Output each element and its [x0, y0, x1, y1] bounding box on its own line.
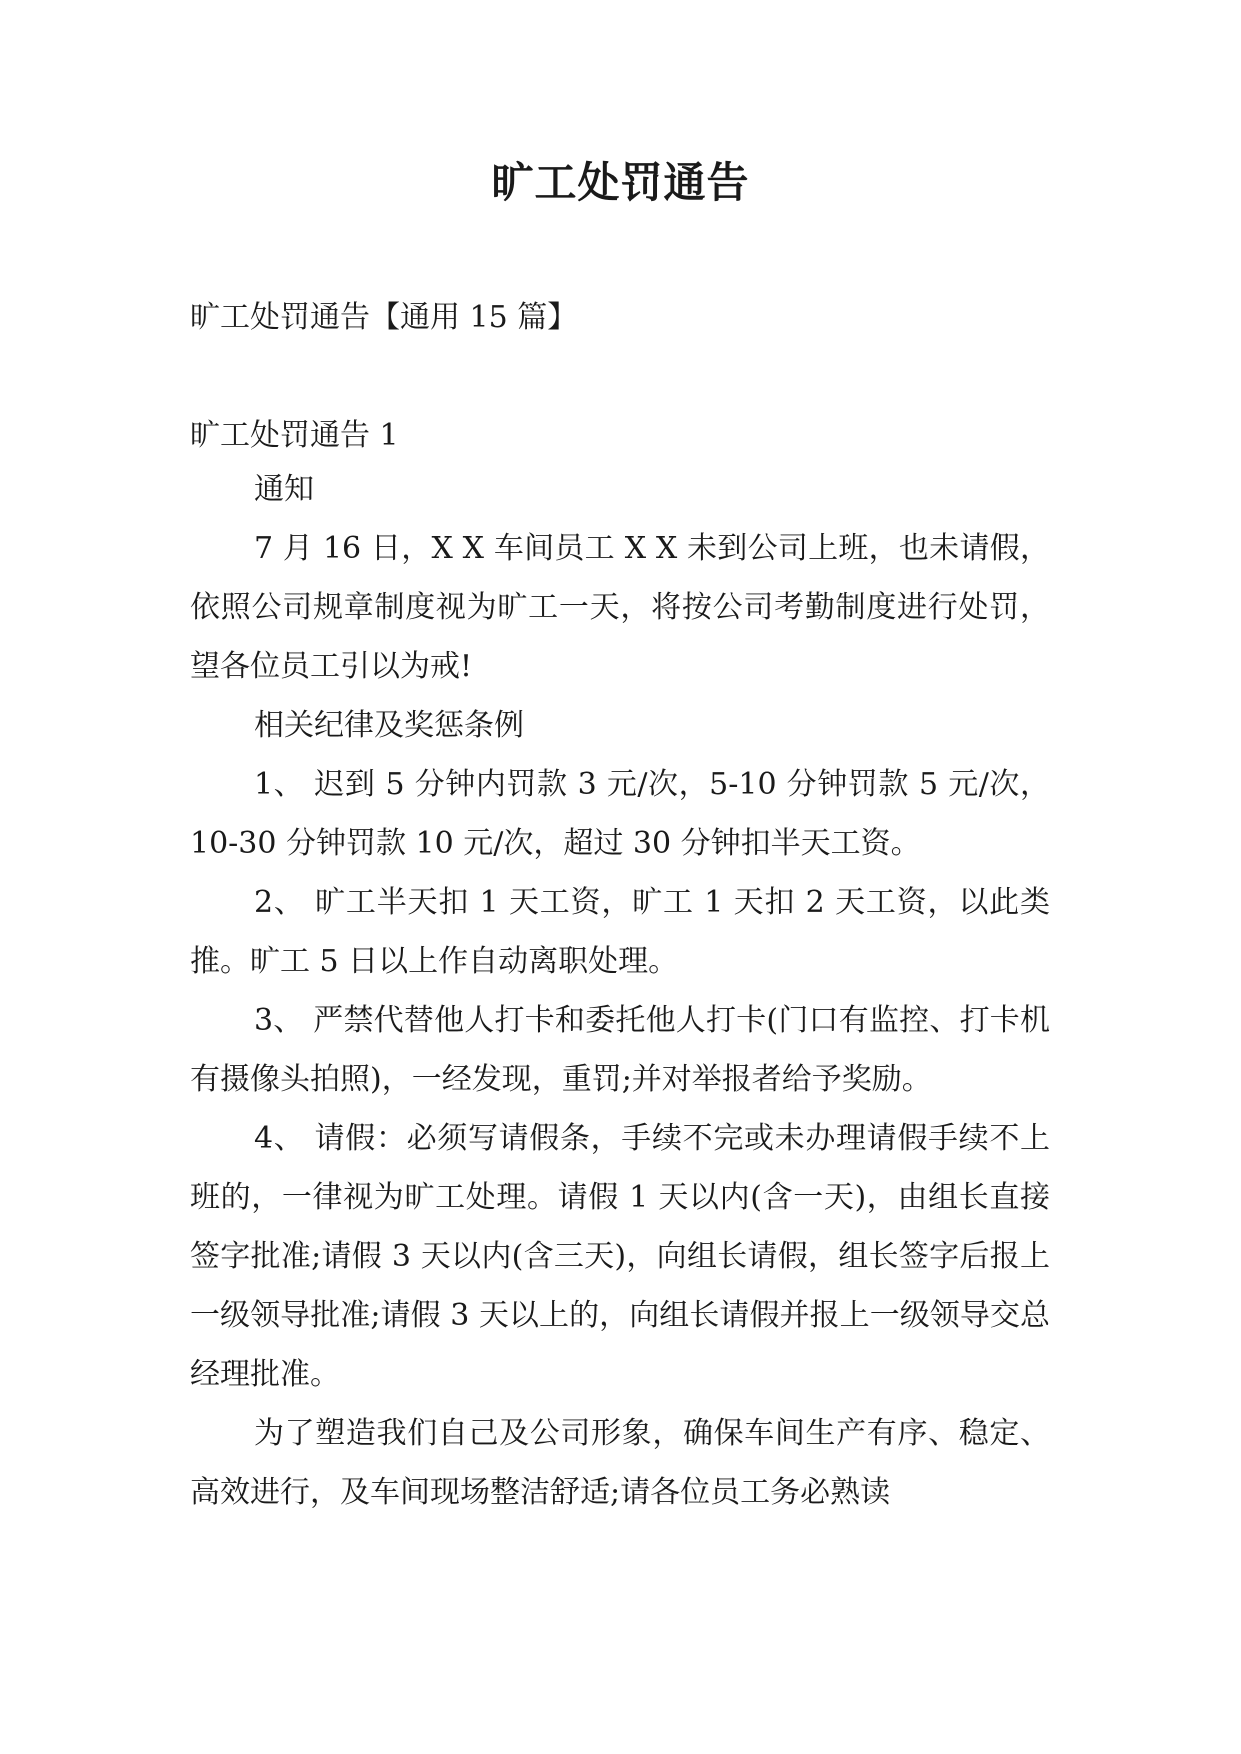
paragraph-rule-2: 2、 旷工半天扣 1 天工资，旷工 1 天扣 2 天工资，以此类推。旷工 5 日以上作自动离职处理。	[190, 885, 1050, 979]
paragraph-closing: 为了塑造我们自己及公司形象，确保车间生产有序、稳定、高效进行，及车间现场整洁舒适;请各位员工务必熟读	[190, 1416, 1050, 1510]
document-subtitle: 旷工处罚通告【通用 15 篇】	[190, 300, 578, 335]
section-heading: 旷工处罚通告 1	[190, 418, 399, 453]
paragraph-rules-heading: 相关纪律及奖惩条例	[254, 708, 524, 743]
paragraph-rule-1: 1、 迟到 5 分钟内罚款 3 元/次，5-10 分钟罚款 5 元/次，10-30 分钟罚款 10 元/次，超过 30 分钟扣半天工资。	[190, 767, 1050, 861]
document-body	[190, 460, 1050, 1522]
paragraph-rule-4: 4、 请假：必须写请假条，手续不完或未办理请假手续不上班的，一律视为旷工处理。请假 1 天以内(含一天)，由组长直接签字批准;请假 3 天以内(含三天)，向组长请假，组长签字后报上一级领导批准;请假 3 天以上的，向组长请假并报上一级领导交总经理批准。	[190, 1121, 1050, 1392]
paragraph-rule-3: 3、 严禁代替他人打卡和委托他人打卡(门口有监控、打卡机有摄像头拍照)，一经发现，重罚;并对举报者给予奖励。	[190, 1003, 1050, 1097]
paragraph-incident: 7 月 16 日，X X 车间员工 X X 未到公司上班，也未请假，依照公司规章制度视为旷工一天，将按公司考勤制度进行处罚，望各位员工引以为戒!	[190, 531, 1050, 684]
document-title: 旷工处罚通告	[491, 158, 750, 207]
paragraph-notice: 通知	[254, 472, 314, 507]
